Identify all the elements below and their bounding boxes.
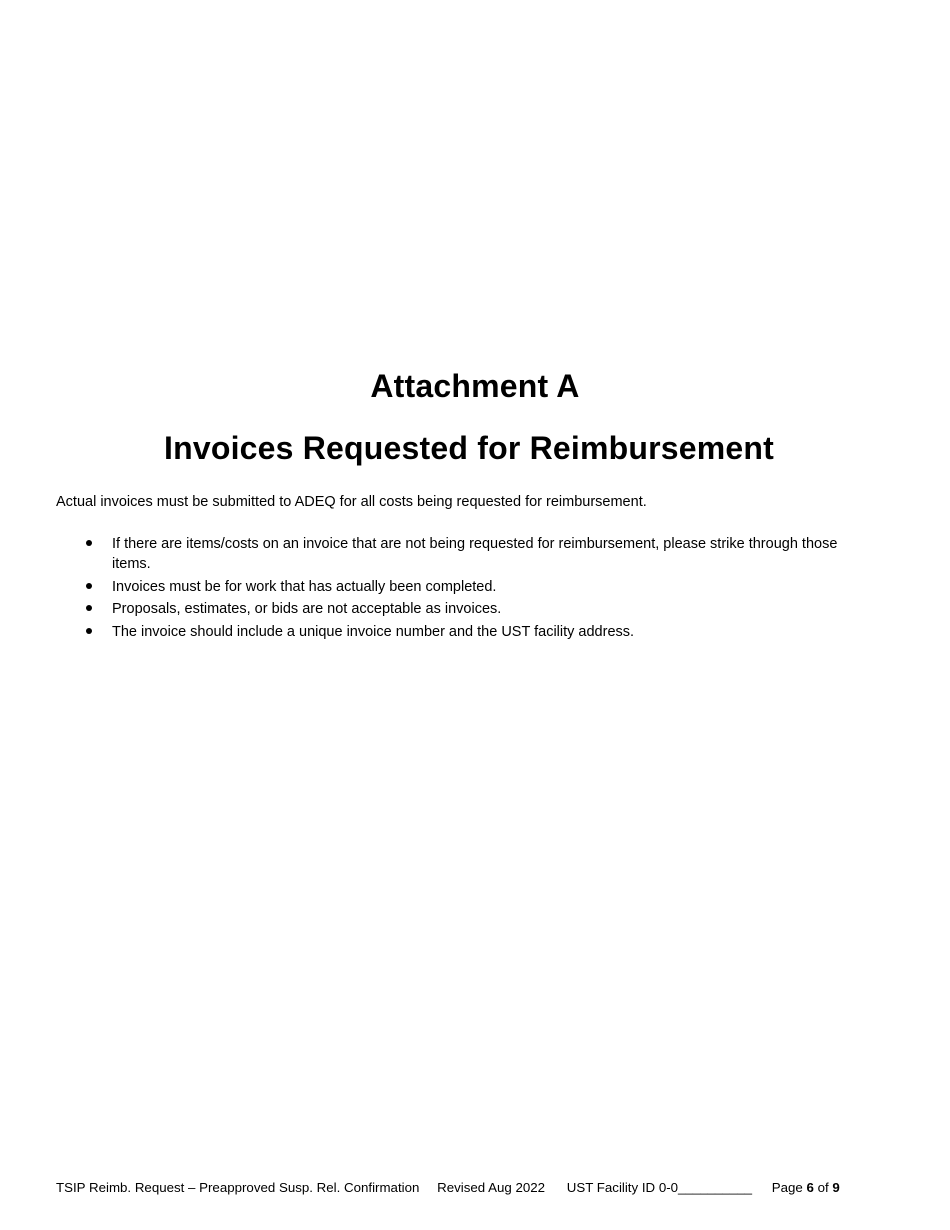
page-subtitle: Invoices Requested for Reimbursement	[163, 430, 775, 466]
requirements-list	[56, 534, 876, 644]
footer-facility-id: UST Facility ID 0-0__________	[566, 1180, 753, 1195]
intro-paragraph: Actual invoices must be submitted to ADEQ for all costs being requested for reimbursement.	[56, 494, 647, 510]
bullet-icon	[86, 605, 92, 611]
list-item-text: If there are items/costs on an invoice that are not being requested for reimbursement, please strike through those items.	[112, 536, 838, 572]
list-item-text: Proposals, estimates, or bids are not acceptable as invoices.	[112, 601, 502, 617]
page-total: 9	[832, 1180, 840, 1195]
bullet-icon	[86, 540, 92, 546]
list-item	[56, 577, 876, 597]
footer-page-number	[772, 1179, 840, 1197]
page-of: of	[817, 1180, 829, 1195]
page-title: Attachment A	[370, 368, 580, 404]
page-current: 6	[806, 1180, 814, 1195]
list-item	[56, 622, 876, 642]
footer-form-name: TSIP Reimb. Request – Preapproved Susp. Rel. Confirmation	[56, 1180, 420, 1195]
page-footer	[56, 1179, 840, 1197]
bullet-icon	[86, 583, 92, 589]
list-item-text: Invoices must be for work that has actually been completed.	[112, 578, 497, 595]
bullet-icon	[86, 628, 92, 634]
list-item	[56, 534, 876, 574]
list-item-text: The invoice should include a unique invoice number and the UST facility address.	[112, 623, 635, 640]
list-item	[56, 599, 876, 619]
page-prefix: Page	[771, 1180, 803, 1195]
footer-revised-date: Revised Aug 2022	[437, 1180, 546, 1195]
